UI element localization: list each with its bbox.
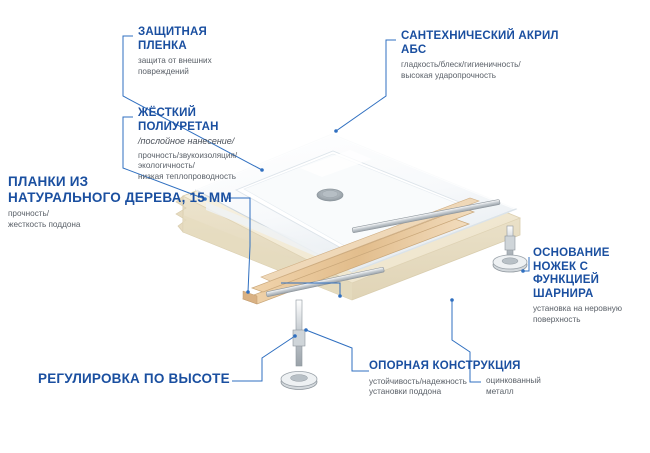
callout-support-frame-title-line1: ОПОРНАЯ КОНСТРУКЦИЯ [369, 360, 521, 372]
callout-protective-film-sub-line2: повреждений [138, 66, 189, 76]
callout-support-frame-title [369, 360, 519, 374]
callout-height-adjustment [38, 371, 238, 387]
callout-sanitary-acryl-title [401, 30, 601, 57]
callout-sanitary-acryl-title-line2: АБС [401, 43, 427, 56]
callout-leg-base-sub-line1: установка на неровную [533, 304, 622, 313]
callout-polyurethane-sub-line3: низкая теплопроводность [138, 171, 237, 181]
callout-sanitary-acryl-title-line1: САНТЕХНИЧЕСКИЙ АКРИЛ [401, 30, 559, 42]
callout-sanitary-acryl-sub-line1: гладкость/блеск/гигиеничность/ [401, 60, 521, 69]
callout-wood-slats-title-line2: НАТУРАЛЬНОГО ДЕРЕВА, 15 ММ [8, 190, 232, 205]
callout-protective-film-sub-line1: защита от внешних [138, 56, 212, 65]
callout-wood-slats-title [8, 174, 233, 206]
callout-polyurethane-title [138, 107, 278, 134]
callout-wood-slats [8, 174, 233, 230]
callout-leg-base-title-line2: ФУНКЦИЕЙ ШАРНИРА [533, 274, 600, 300]
adjustable-leg-left [281, 300, 317, 390]
callout-protective-film-title [138, 26, 268, 53]
callout-protective-film-title-line1: ЗАЩИТНАЯ [138, 26, 207, 38]
callout-leg-base-sub-line2: поверхность [533, 314, 581, 324]
callout-sanitary-acryl-sub-line2: высокая ударопрочность [401, 70, 497, 80]
callout-protective-film-title-line2: ПЛЕНКА [138, 39, 187, 52]
callout-polyurethane-sub-line2: экологичность/ [138, 161, 195, 170]
callout-wood-slats-sub-line1: прочность/ [8, 209, 50, 218]
callout-galvanized-metal [486, 376, 596, 397]
callout-polyurethane [138, 107, 278, 182]
callout-galvanized-metal-sub-line1: оцинкованный [486, 376, 541, 385]
callout-height-adjustment-title [38, 371, 238, 387]
callout-wood-slats-sub-line2: жесткость поддона [8, 219, 81, 229]
callout-galvanized-metal-sub-line2: металл [486, 386, 514, 396]
callout-support-frame-sub-line2: установки поддона [369, 387, 442, 396]
callout-leg-base [533, 247, 645, 325]
callout-protective-film [138, 26, 268, 77]
leader-support [306, 330, 369, 371]
callout-leg-base-title [533, 247, 645, 301]
callout-sanitary-acryl-sub [401, 60, 601, 81]
callout-polyurethane-sub-line1: прочность/звукоизоляция/ [138, 150, 238, 160]
callout-height-adjustment-title-line1: РЕГУЛИРОВКА ПО ВЫСОТЕ [38, 371, 230, 386]
callout-wood-slats-title-line1: ПЛАНКИ ИЗ [8, 174, 89, 189]
callout-protective-film-sub [138, 56, 268, 77]
callout-support-frame-sub-line1: устойчивость/надежность [369, 376, 467, 386]
callout-leg-base-title-line1: ОСНОВАНИЕ НОЖЕК С [533, 247, 610, 273]
callout-sanitary-acryl [401, 30, 601, 81]
callout-leg-base-sub [533, 304, 645, 325]
callout-polyurethane-note: /послойное нанесение/ [138, 136, 235, 146]
leader-sanitary-acryl [336, 40, 396, 131]
callout-galvanized-metal-sub [486, 376, 596, 397]
callout-polyurethane-title-line2: ПОЛИУРЕТАН [138, 120, 219, 133]
callout-polyurethane-title-line1: ЖЁСТКИЙ [138, 107, 197, 119]
callout-wood-slats-sub [8, 209, 233, 230]
